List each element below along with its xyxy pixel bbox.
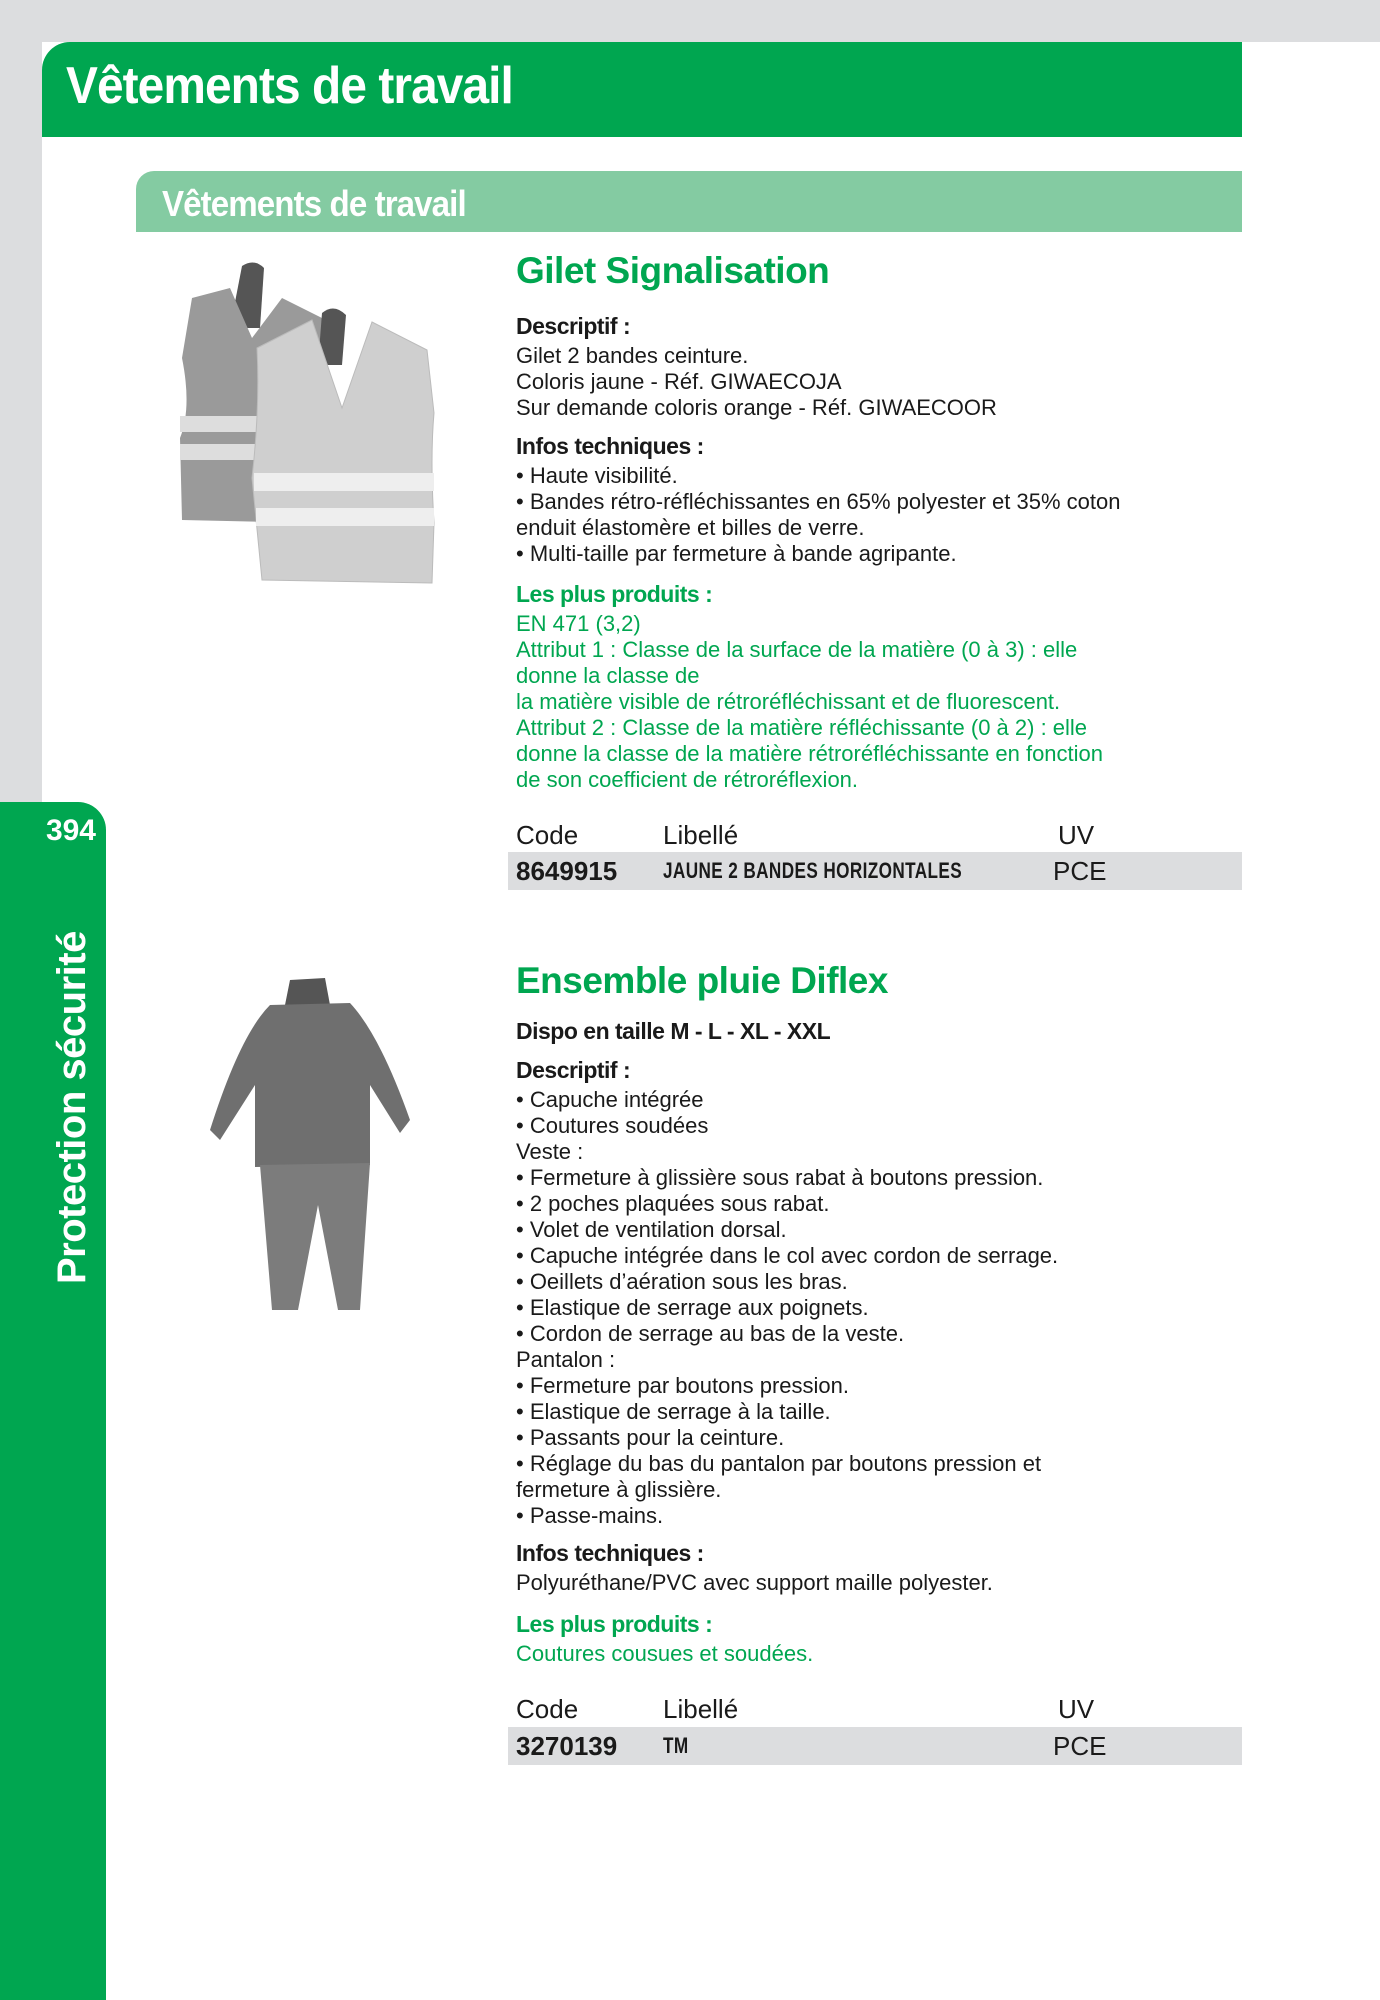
infos-line: • Multi-taille par fermeture à bande agripante. [516, 541, 957, 566]
infos-label: Infos techniques : [516, 1540, 704, 1566]
descriptif-line: • Capuche intégrée [516, 1087, 704, 1112]
product-plus [516, 581, 1103, 793]
descriptif-line: Veste : [516, 1139, 584, 1164]
sizes-text: Dispo en taille M - L - XL - XXL [516, 1018, 831, 1044]
product-infos [516, 433, 1120, 567]
top-band [0, 0, 1380, 42]
descriptif-line: • Cordon de serrage au bas de la veste. [516, 1321, 905, 1346]
cell-libelle: JAUNE 2 BANDES HORIZONTALES [663, 858, 963, 883]
plus-line: de son coefficient de rétroréflexion. [516, 767, 859, 792]
plus-label: Les plus produits : [516, 1611, 713, 1637]
cell-uv: PCE [1053, 856, 1107, 886]
plus-line: Coutures cousues et soudées. [516, 1641, 814, 1666]
page-number: 394 [45, 814, 96, 847]
infos-line: Polyuréthane/PVC avec support maille polyester. [516, 1570, 993, 1595]
infos-label: Infos techniques : [516, 433, 704, 459]
descriptif-line: Gilet 2 bandes ceinture. [516, 343, 749, 368]
descriptif-line: Sur demande coloris orange - Réf. GIWAECOOR [516, 395, 997, 420]
left-band [0, 0, 42, 805]
page-header [42, 42, 1242, 137]
product-sizes [516, 1018, 830, 1044]
plus-line: EN 471 (3,2) [516, 611, 641, 636]
product-plus [516, 1611, 813, 1667]
table-row [508, 1727, 1242, 1765]
descriptif-label: Descriptif : [516, 313, 631, 339]
product-infos [516, 1540, 993, 1596]
descriptif-line: • 2 poches plaquées sous rabat. [516, 1191, 830, 1216]
plus-line: la matière visible de rétroréfléchissant et de fluorescent. [516, 689, 1061, 714]
rain-suit-image [210, 975, 410, 1315]
descriptif-line: • Passants pour la ceinture. [516, 1425, 785, 1450]
col-uv: UV [1058, 820, 1095, 850]
cell-uv: PCE [1053, 1731, 1107, 1761]
descriptif-line: Pantalon : [516, 1347, 616, 1372]
table-header [516, 818, 1242, 852]
descriptif-line: • Passe-mains. [516, 1503, 664, 1528]
col-libelle: Libellé [663, 820, 739, 850]
plus-line: Attribut 2 : Classe de la matière réfléchissante (0 à 2) : elle [516, 715, 1088, 740]
descriptif-line: • Coutures soudées [516, 1113, 709, 1138]
infos-line: • Bandes rétro-réfléchissantes en 65% polyester et 35% coton [516, 489, 1121, 514]
plus-line: donne la classe de [516, 663, 700, 688]
descriptif-line: fermeture à glissière. [516, 1477, 722, 1502]
descriptif-line: • Elastique de serrage aux poignets. [516, 1295, 869, 1320]
infos-line: • Haute visibilité. [516, 463, 678, 488]
section-header [136, 171, 1242, 232]
descriptif-line: • Fermeture à glissière sous rabat à boutons pression. [516, 1165, 1044, 1190]
cell-code: 8649915 [516, 856, 618, 886]
cell-libelle: TM [663, 1733, 689, 1758]
product-title: Gilet Signalisation [516, 250, 830, 291]
descriptif-line: • Fermeture par boutons pression. [516, 1373, 849, 1398]
page-title: Vêtements de travail [66, 57, 513, 115]
descriptif-line: • Réglage du bas du pantalon par boutons pression et [516, 1451, 1042, 1476]
vest-image [172, 258, 444, 588]
descriptif-line: • Volet de ventilation dorsal. [516, 1217, 787, 1242]
plus-line: donne la classe de la matière rétroréfléchissante en fonction [516, 741, 1104, 766]
side-section-title: Protection sécurité [50, 931, 94, 1284]
col-uv: UV [1058, 1694, 1095, 1724]
section-title: Vêtements de travail [162, 183, 466, 224]
table-header [516, 1692, 1242, 1726]
cell-code: 3270139 [516, 1731, 618, 1761]
col-code: Code [516, 1694, 579, 1724]
product-title: Ensemble pluie Diflex [516, 960, 888, 1001]
plus-label: Les plus produits : [516, 581, 713, 607]
infos-line: enduit élastomère et billes de verre. [516, 515, 865, 540]
col-libelle: Libellé [663, 1694, 739, 1724]
table-row [508, 852, 1242, 890]
descriptif-line: • Elastique de serrage à la taille. [516, 1399, 831, 1424]
descriptif-line: Coloris jaune - Réf. GIWAECOJA [516, 369, 842, 394]
descriptif-line: • Capuche intégrée dans le col avec cordon de serrage. [516, 1243, 1059, 1268]
plus-line: Attribut 1 : Classe de la surface de la matière (0 à 3) : elle [516, 637, 1078, 662]
descriptif-line: • Oeillets d’aération sous les bras. [516, 1269, 848, 1294]
descriptif-label: Descriptif : [516, 1057, 631, 1083]
product-descriptif [516, 1057, 1058, 1529]
product-descriptif [516, 313, 997, 421]
col-code: Code [516, 820, 579, 850]
